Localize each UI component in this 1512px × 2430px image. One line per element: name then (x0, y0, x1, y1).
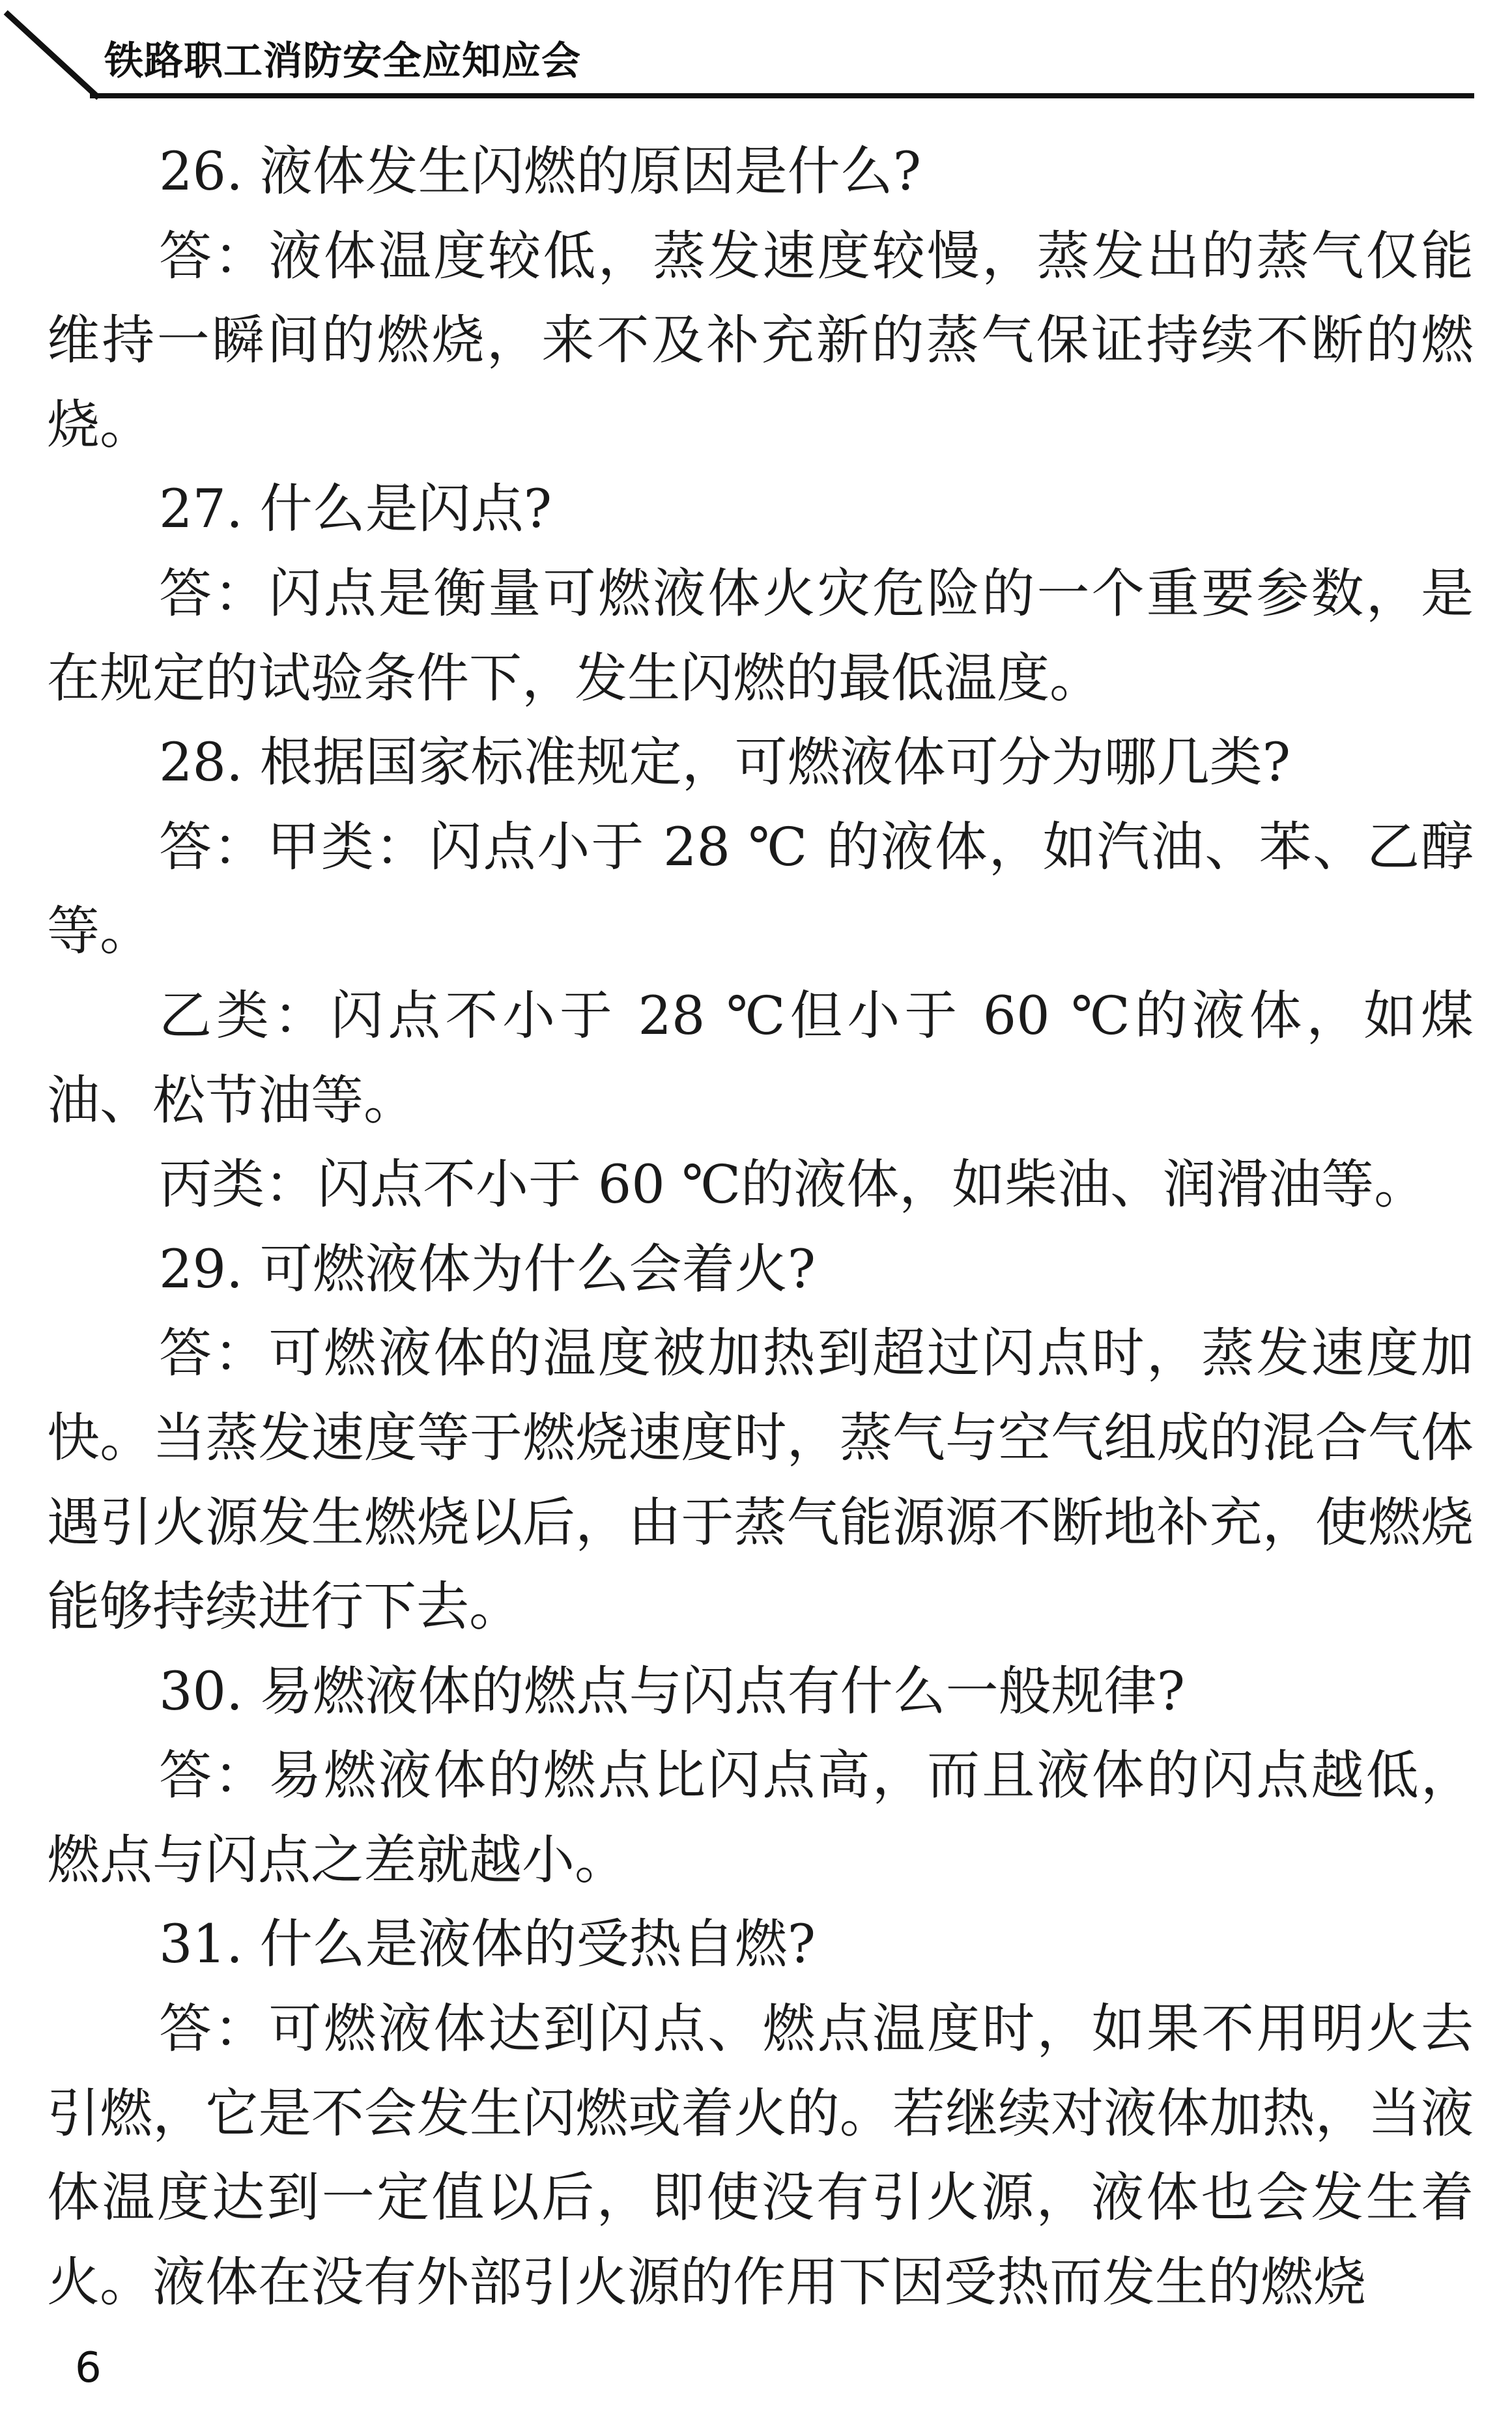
question-29: 29. 可燃液体为什么会着火? (159, 1238, 816, 1300)
page-header (0, 0, 1512, 111)
question-31: 31. 什么是液体的受热自燃? (159, 1914, 816, 1976)
answer-30: 答：易燃液体的燃点比闪点高，而且液体的闪点越低，燃点与闪点之差就越小。 (47, 1745, 1474, 1891)
running-header-title: 铁路职工消防安全应知应会 (104, 38, 581, 84)
question-26: 26. 液体发生闪燃的原因是什么? (159, 141, 921, 203)
answer-28-class-c: 丙类：闪点不小于 60 ℃的液体，如柴油、润滑油等。 (159, 1154, 1427, 1216)
answer-31: 答：可燃液体达到闪点、燃点温度时，如果不用明火去引燃，它是不会发生闪燃或着火的。若继续对液体加热，当液体温度达到一定值以后，即使没有引火源，液体也会发生着火。液体在没有外部引火源的作用下因受热而发生的燃烧 (47, 1999, 1474, 2313)
page-number: 6 (75, 2344, 102, 2392)
question-30: 30. 易燃液体的燃点与闪点有什么一般规律? (159, 1661, 1185, 1722)
answer-26: 答：液体温度较低，蒸发速度较慢，蒸发出的蒸气仅能维持一瞬间的燃烧，来不及补充新的蒸气保证持续不断的燃烧。 (47, 225, 1474, 456)
page-body (47, 130, 1474, 2325)
question-27: 27. 什么是闪点? (159, 479, 552, 541)
answer-28-class-a: 答：甲类：闪点小于 28 ℃ 的液体，如汽油、苯、乙醇等。 (47, 816, 1474, 963)
header-rule (90, 93, 1474, 98)
answer-29: 答：可燃液体的温度被加热到超过闪点时，蒸发速度加快。当蒸发速度等于燃烧速度时，蒸气与空气组成的混合气体遇引火源发生燃烧以后，由于蒸气能源源不断地补充，使燃烧能够持续进行下去。 (47, 1323, 1474, 1638)
answer-28-class-b: 乙类：闪点不小于 28 ℃但小于 60 ℃的液体，如煤油、松节油等。 (47, 985, 1474, 1132)
answer-27: 答：闪点是衡量可燃液体火灾危险的一个重要参数，是在规定的试验条件下，发生闪燃的最低温度。 (47, 563, 1474, 709)
question-28: 28. 根据国家标准规定，可燃液体可分为哪几类? (159, 732, 1291, 794)
